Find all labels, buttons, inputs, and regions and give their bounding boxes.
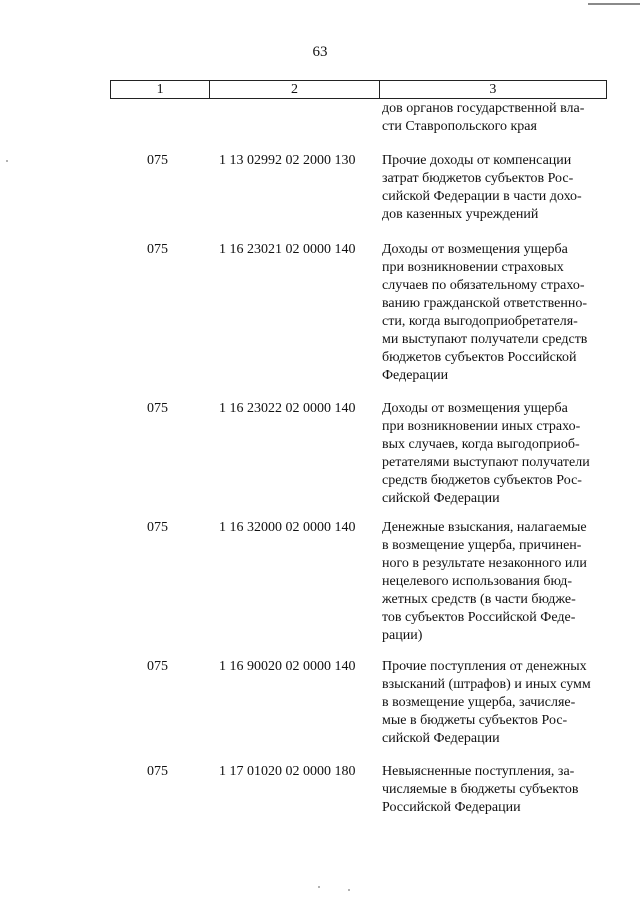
- name-line: ретателями выступают получатели: [382, 455, 590, 470]
- admin-code: 075: [147, 520, 168, 535]
- scan-corner-mark: [588, 3, 640, 5]
- name-line: при возникновении иных страхо-: [382, 419, 581, 434]
- revenue-name: [382, 763, 612, 817]
- name-line: сти, когда выгодоприобретателя-: [382, 314, 578, 329]
- name-line: Денежные взыскания, налагаемые: [382, 520, 587, 535]
- name-line: при возникновении страховых: [382, 260, 564, 275]
- continuation-text: [382, 100, 612, 136]
- admin-code: 075: [147, 764, 168, 779]
- revenue-name: [382, 519, 612, 645]
- revenue-name: [382, 241, 612, 385]
- name-line: дов органов государственной вла-: [382, 101, 585, 116]
- name-line: числяемые в бюджеты субъектов: [382, 782, 579, 797]
- name-line: в возмещение ущерба, причинен-: [382, 538, 582, 553]
- scan-speck: [6, 160, 8, 162]
- revenue-name: [382, 152, 612, 224]
- name-line: в возмещение ущерба, зачисляе-: [382, 695, 576, 710]
- name-line: сийской Федерации в части дохо-: [382, 189, 582, 204]
- revenue-code: 1 13 02992 02 2000 130: [219, 153, 356, 168]
- name-line: нецелевого использования бюд-: [382, 574, 573, 589]
- name-line: случаев по обязательному страхо-: [382, 278, 585, 293]
- revenue-code: 1 16 90020 02 0000 140: [219, 659, 356, 674]
- name-line: дов казенных учреждений: [382, 207, 539, 222]
- name-line: мые в бюджеты субъектов Рос-: [382, 713, 568, 728]
- name-line: Прочие поступления от денежных: [382, 659, 587, 674]
- admin-code: 075: [147, 401, 168, 416]
- column-header-1: 1: [111, 81, 210, 99]
- revenue-code: 1 17 01020 02 0000 180: [219, 764, 356, 779]
- column-header-2: 2: [210, 81, 380, 99]
- name-line: ванию гражданской ответственно-: [382, 296, 588, 311]
- name-line: жетных средств (в части бюдже-: [382, 592, 576, 607]
- revenue-code: 1 16 23021 02 0000 140: [219, 242, 356, 257]
- name-line: ми выступают получатели средств: [382, 332, 588, 347]
- name-line: Невыясненные поступления, за-: [382, 764, 575, 779]
- name-line: рации): [382, 628, 423, 643]
- admin-code: 075: [147, 659, 168, 674]
- column-header-3: 3: [379, 81, 606, 99]
- name-line: Доходы от возмещения ущерба: [382, 242, 568, 257]
- name-line: вых случаев, когда выгодоприоб-: [382, 437, 580, 452]
- revenue-name: [382, 400, 612, 508]
- revenue-name: [382, 658, 612, 748]
- name-line: взысканий (штрафов) и иных сумм: [382, 677, 591, 692]
- page-number: 63: [312, 44, 328, 60]
- revenue-code: 1 16 23022 02 0000 140: [219, 401, 356, 416]
- name-line: средств бюджетов субъектов Рос-: [382, 473, 582, 488]
- name-line: сийской Федерации: [382, 491, 500, 506]
- name-line: Федерации: [382, 368, 449, 383]
- name-line: затрат бюджетов субъектов Рос-: [382, 171, 574, 186]
- column-header-table: [110, 80, 607, 99]
- name-line: сийской Федерации: [382, 731, 500, 746]
- name-line: Российской Федерации: [382, 800, 521, 815]
- revenue-code: 1 16 32000 02 0000 140: [219, 520, 356, 535]
- name-line: бюджетов субъектов Российской: [382, 350, 577, 365]
- scan-speck: [348, 889, 350, 891]
- scan-speck: [318, 886, 320, 888]
- column-header-row: [111, 81, 607, 99]
- name-line: сти Ставропольского края: [382, 119, 537, 134]
- name-line: тов субъектов Российской Феде-: [382, 610, 576, 625]
- admin-code: 075: [147, 242, 168, 257]
- admin-code: 075: [147, 153, 168, 168]
- name-line: ного в результате незаконного или: [382, 556, 587, 571]
- name-line: Доходы от возмещения ущерба: [382, 401, 568, 416]
- name-line: Прочие доходы от компенсации: [382, 153, 572, 168]
